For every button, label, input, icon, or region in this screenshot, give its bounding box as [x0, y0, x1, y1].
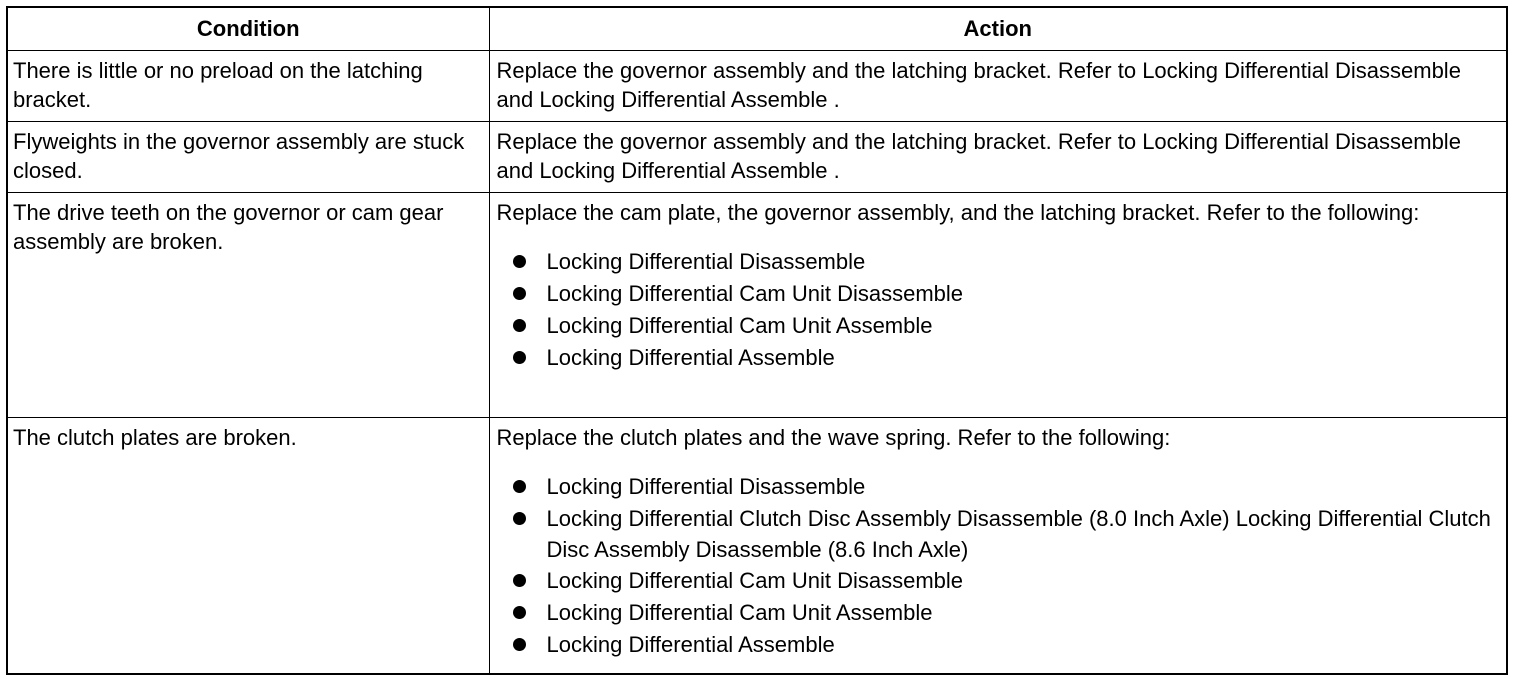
- action-text: Replace the clutch plates and the wave spring. Refer to the following:: [496, 425, 1171, 450]
- action-cell: Replace the governor assembly and the latching bracket. Refer to Locking Differential Disassemble and Locking Differential Assemble .: [489, 51, 1507, 122]
- reference-label: Locking Differential Cam Unit Disassemble: [546, 281, 964, 306]
- reference-item: [497, 597, 1501, 629]
- reference-item: [497, 246, 1501, 278]
- action-cell: Replace the governor assembly and the latching bracket. Refer to Locking Differential Disassemble and Locking Differential Assemble .: [489, 122, 1507, 193]
- bullet-icon: [513, 287, 526, 300]
- condition-cell: The drive teeth on the governor or cam gear assembly are broken.: [7, 193, 489, 418]
- action-cell: [489, 418, 1507, 675]
- condition-cell: There is little or no preload on the latching bracket.: [7, 51, 489, 122]
- bullet-icon: [513, 512, 526, 525]
- reference-item: [497, 471, 1501, 503]
- reference-label: Locking Differential Clutch Disc Assembly Disassemble (8.0 Inch Axle) Locking Differential Clutch Disc Assembly Disassemble (8.6 Inch Axle): [546, 506, 1491, 562]
- reference-list: [497, 246, 1501, 374]
- reference-item: [497, 310, 1501, 342]
- table-row: [7, 122, 1507, 193]
- header-row: [7, 7, 1507, 51]
- reference-label: Locking Differential Assemble: [546, 632, 835, 657]
- action-cell: [489, 193, 1507, 418]
- reference-item: [497, 342, 1501, 374]
- reference-item: [497, 629, 1501, 661]
- bullet-icon: [513, 606, 526, 619]
- reference-label: Locking Differential Assemble: [546, 345, 835, 370]
- action-text: Replace the cam plate, the governor assembly, and the latching bracket. Refer to the following:: [496, 200, 1420, 225]
- reference-label: Locking Differential Cam Unit Disassemble: [546, 568, 964, 593]
- condition-cell: Flyweights in the governor assembly are stuck closed.: [7, 122, 489, 193]
- bullet-icon: [513, 351, 526, 364]
- bullet-icon: [513, 480, 526, 493]
- reference-list: [497, 471, 1501, 661]
- reference-label: Locking Differential Disassemble: [546, 474, 866, 499]
- reference-item: [497, 503, 1501, 565]
- reference-label: Locking Differential Cam Unit Assemble: [546, 313, 933, 338]
- reference-label: Locking Differential Disassemble: [546, 249, 866, 274]
- condition-action-table: [6, 6, 1508, 675]
- table-row: [7, 193, 1507, 418]
- bullet-icon: [513, 638, 526, 651]
- header-action: Action: [489, 7, 1507, 51]
- reference-item: [497, 278, 1501, 310]
- reference-label: Locking Differential Cam Unit Assemble: [546, 600, 933, 625]
- reference-item: [497, 565, 1501, 597]
- table-row: [7, 51, 1507, 122]
- header-condition: Condition: [7, 7, 489, 51]
- bullet-icon: [513, 255, 526, 268]
- condition-cell: The clutch plates are broken.: [7, 418, 489, 675]
- bullet-icon: [513, 574, 526, 587]
- table-row: [7, 418, 1507, 675]
- diagnostic-table-container: [6, 6, 1506, 675]
- bullet-icon: [513, 319, 526, 332]
